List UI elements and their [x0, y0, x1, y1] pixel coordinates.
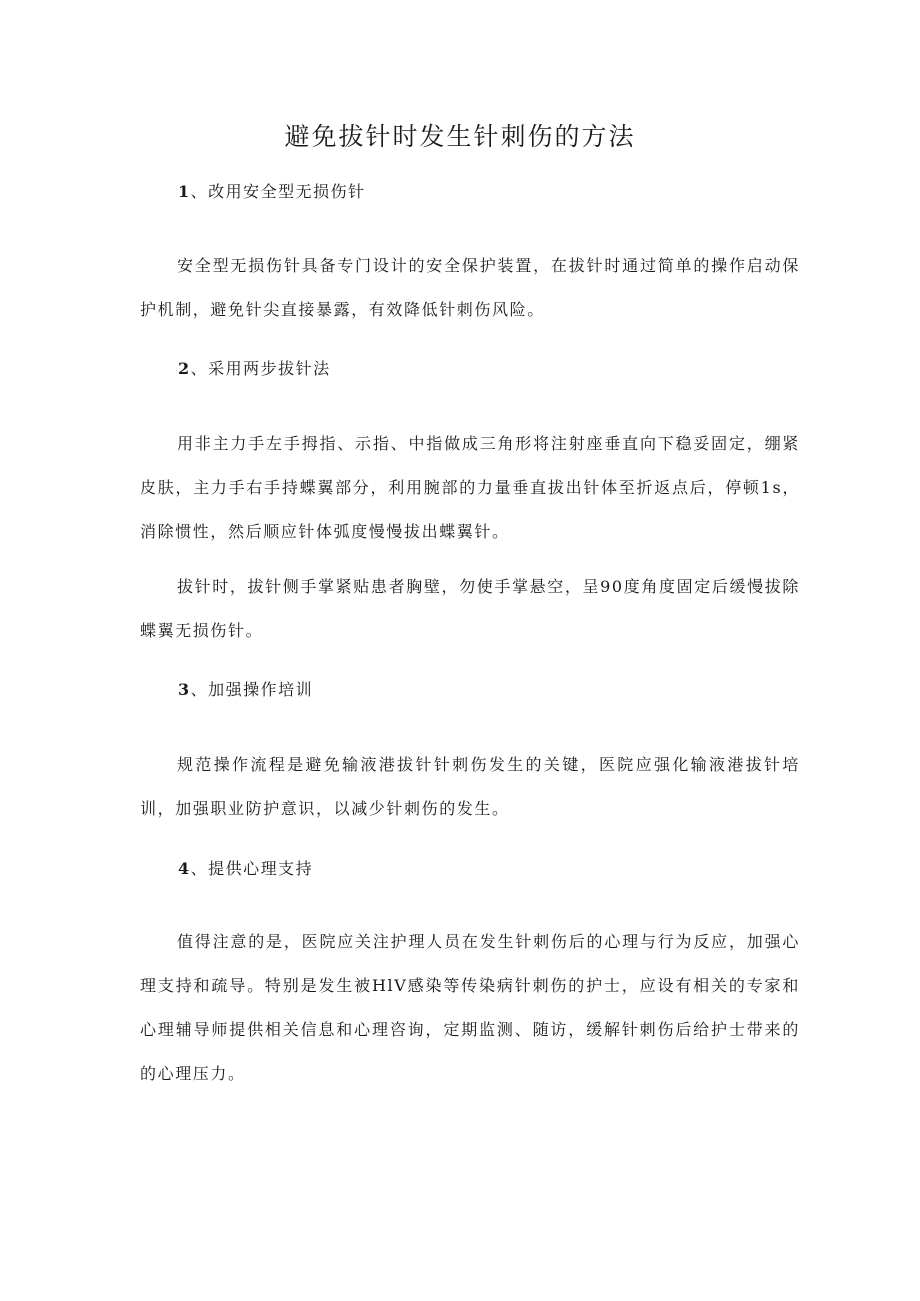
section-1-paragraph-1: 安全型无损伤针具备专门设计的安全保护装置，在拔针时通过简单的操作启动保护机制，避免针尖直接暴露，有效降低针刺伤风险。	[140, 256, 800, 319]
section-heading-2	[178, 357, 331, 381]
section-3-paragraph-1: 规范操作流程是避免输液港拔针针刺伤发生的关键，医院应强化输液港拔针培训，加强职业防护意识，以减少针刺伤的发生。	[140, 755, 800, 818]
section-number: 1	[178, 182, 191, 201]
section-heading-1	[178, 180, 366, 204]
section-heading-text: 、提供心理支持	[190, 859, 314, 878]
section-number: 3	[178, 680, 191, 699]
document-title: 避免拔针时发生针刺伤的方法	[284, 122, 636, 151]
section-heading-4	[178, 857, 313, 881]
section-2-paragraph-2: 拔针时，拔针侧手掌紧贴患者胸壁，勿使手掌悬空，呈90度角度固定后缓慢拔除蝶翼无损伤针。	[140, 577, 800, 640]
section-heading-text: 、加强操作培训	[190, 680, 314, 699]
section-number: 2	[178, 359, 191, 378]
section-heading-text: 、采用两步拔针法	[190, 359, 331, 378]
section-heading-text: 、改用安全型无损伤针	[190, 182, 366, 201]
section-4-paragraph-1: 值得注意的是，医院应关注护理人员在发生针刺伤后的心理与行为反应，加强心理支持和疏导。特别是发生被HlV感染等传染病针刺伤的护士，应设有相关的专家和心理辅导师提供相关信息和心理咨询，定期监测、随访，缓解针刺伤后给护士带来的的心理压力。	[140, 932, 800, 1083]
section-heading-3	[178, 678, 313, 702]
section-2-paragraph-1: 用非主力手左手拇指、示指、中指做成三角形将注射座垂直向下稳妥固定，绷紧皮肤，主力手右手持蝶翼部分，利用腕部的力量垂直拔出针体至折返点后，停顿1s，消除惯性，然后顺应针体弧度慢慢拔出蝶翼针。	[140, 434, 800, 541]
section-number: 4	[178, 859, 191, 878]
